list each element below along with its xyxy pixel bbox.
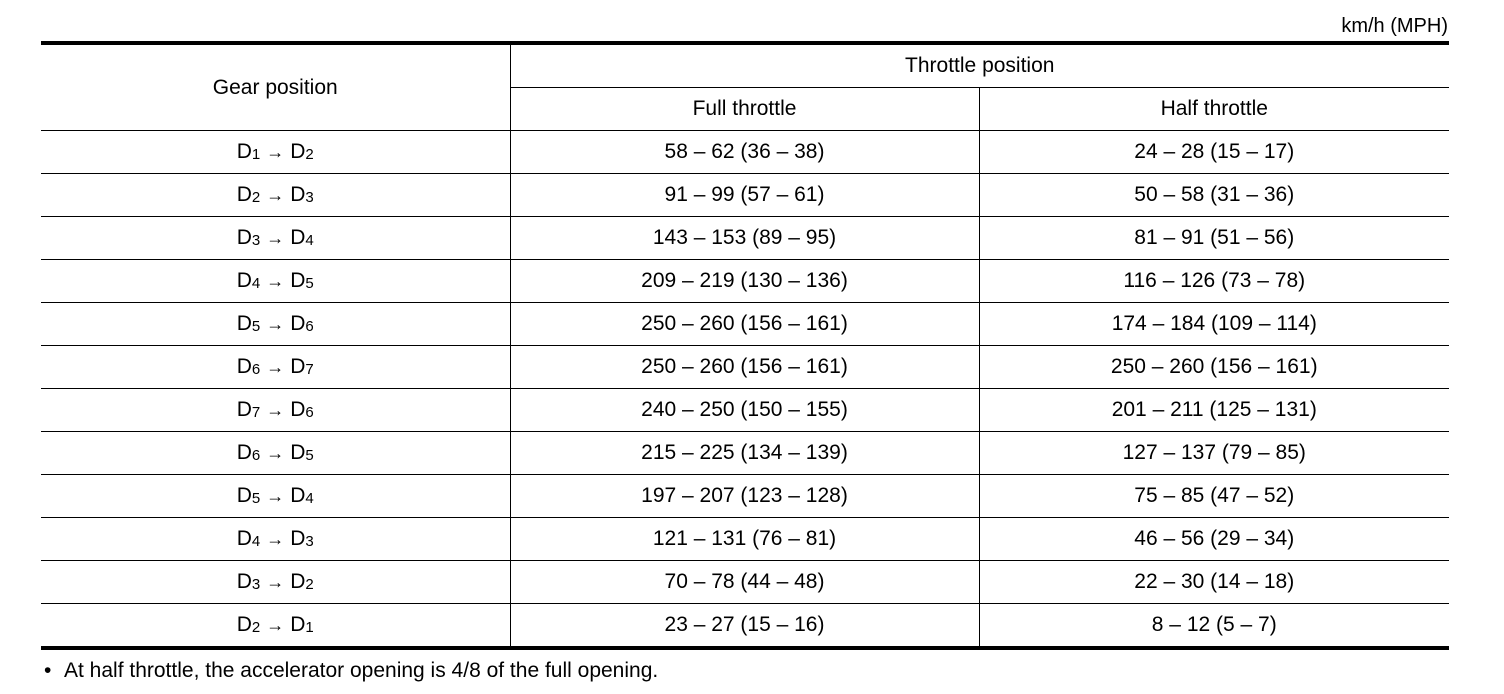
gear-shift-cell <box>41 174 510 217</box>
full-throttle-speed: 143 – 153 (89 – 95) <box>510 217 979 260</box>
gear-to-letter: D <box>290 441 306 464</box>
gear-to-number: 7 <box>305 361 314 378</box>
gear-from-letter: D <box>236 484 252 507</box>
shift-arrow-icon: → <box>266 142 285 162</box>
table-row <box>41 432 1449 475</box>
full-throttle-speed: 121 – 131 (76 – 81) <box>510 518 979 561</box>
half-throttle-speed: 127 – 137 (79 – 85) <box>979 432 1449 475</box>
table-row <box>41 518 1449 561</box>
full-throttle-speed: 250 – 260 (156 – 161) <box>510 346 979 389</box>
header-full-throttle: Full throttle <box>510 88 979 131</box>
gear-shift-cell <box>41 561 510 604</box>
shift-arrow-icon: → <box>266 228 285 248</box>
gear-to-letter: D <box>290 398 306 421</box>
table-header <box>41 43 1449 131</box>
header-throttle-position: Throttle position <box>510 43 1449 88</box>
gear-from-number: 4 <box>251 275 261 292</box>
gear-shift-cell <box>41 303 510 346</box>
gear-shift-cell <box>41 260 510 303</box>
shift-arrow-icon: → <box>266 572 285 592</box>
gear-from-number: 2 <box>251 189 261 206</box>
gear-to-number: 6 <box>305 404 314 421</box>
gear-from-number: 5 <box>251 490 261 507</box>
table-row <box>41 346 1449 389</box>
half-throttle-speed: 46 – 56 (29 – 34) <box>979 518 1449 561</box>
gear-to-letter: D <box>290 527 306 550</box>
half-throttle-speed: 24 – 28 (15 – 17) <box>979 131 1449 174</box>
table-row <box>41 389 1449 432</box>
shift-arrow-icon: → <box>266 271 285 291</box>
gear-shift-cell <box>41 518 510 561</box>
table-row <box>41 131 1449 174</box>
gear-from-letter: D <box>236 441 252 464</box>
gear-from-letter: D <box>236 140 252 163</box>
gear-to-letter: D <box>290 183 306 206</box>
gear-from-letter: D <box>236 398 252 421</box>
gear-to-letter: D <box>290 140 306 163</box>
full-throttle-speed: 58 – 62 (36 – 38) <box>510 131 979 174</box>
gear-to-letter: D <box>290 226 306 249</box>
gear-from-letter: D <box>236 355 252 378</box>
gear-to-letter: D <box>290 613 306 636</box>
unit-note: km/h (MPH) <box>1341 15 1448 37</box>
gear-shift-cell <box>41 432 510 475</box>
gear-from-letter: D <box>236 527 252 550</box>
gear-from-number: 3 <box>251 576 261 593</box>
gear-to-number: 5 <box>305 275 314 292</box>
table-row <box>41 561 1449 604</box>
table-row <box>41 174 1449 217</box>
shift-arrow-icon: → <box>266 529 285 549</box>
half-throttle-speed: 250 – 260 (156 – 161) <box>979 346 1449 389</box>
table-row <box>41 217 1449 260</box>
shift-arrow-icon: → <box>266 400 285 420</box>
gear-from-number: 1 <box>251 146 261 163</box>
full-throttle-speed: 91 – 99 (57 – 61) <box>510 174 979 217</box>
shift-arrow-icon: → <box>266 357 285 377</box>
shift-speed-table <box>41 41 1449 650</box>
shift-arrow-icon: → <box>266 185 285 205</box>
gear-to-number: 5 <box>305 447 314 464</box>
header-gear-position: Gear position <box>41 43 510 131</box>
full-throttle-speed: 23 – 27 (15 – 16) <box>510 604 979 649</box>
shift-arrow-icon: → <box>266 443 285 463</box>
full-throttle-speed: 197 – 207 (123 – 128) <box>510 475 979 518</box>
gear-from-number: 7 <box>251 404 261 421</box>
gear-from-letter: D <box>236 269 252 292</box>
table-row <box>41 475 1449 518</box>
full-throttle-speed: 70 – 78 (44 – 48) <box>510 561 979 604</box>
gear-shift-cell <box>41 346 510 389</box>
gear-from-number: 5 <box>251 318 261 335</box>
gear-from-number: 3 <box>251 232 261 249</box>
gear-to-letter: D <box>290 312 306 335</box>
gear-to-letter: D <box>290 570 306 593</box>
gear-shift-cell <box>41 475 510 518</box>
gear-to-number: 6 <box>305 318 314 335</box>
footnote-text: At half throttle, the accelerator opening is 4/8 of the full opening. <box>64 659 659 682</box>
gear-from-letter: D <box>236 613 252 636</box>
half-throttle-speed: 201 – 211 (125 – 131) <box>979 389 1449 432</box>
gear-from-number: 6 <box>251 447 261 464</box>
gear-from-letter: D <box>236 226 252 249</box>
gear-to-number: 2 <box>305 576 314 593</box>
gear-shift-cell <box>41 389 510 432</box>
half-throttle-speed: 22 – 30 (14 – 18) <box>979 561 1449 604</box>
footnote <box>44 658 658 684</box>
gear-from-letter: D <box>236 312 252 335</box>
half-throttle-speed: 81 – 91 (51 – 56) <box>979 217 1449 260</box>
half-throttle-speed: 174 – 184 (109 – 114) <box>979 303 1449 346</box>
gear-to-number: 4 <box>305 490 314 507</box>
gear-to-letter: D <box>290 484 306 507</box>
gear-from-letter: D <box>236 183 252 206</box>
full-throttle-speed: 240 – 250 (150 – 155) <box>510 389 979 432</box>
gear-from-number: 2 <box>251 619 261 636</box>
half-throttle-speed: 116 – 126 (73 – 78) <box>979 260 1449 303</box>
table-row <box>41 303 1449 346</box>
gear-shift-cell <box>41 604 510 649</box>
half-throttle-speed: 75 – 85 (47 – 52) <box>979 475 1449 518</box>
gear-to-letter: D <box>290 355 306 378</box>
gear-to-number: 3 <box>305 533 314 550</box>
gear-shift-cell <box>41 217 510 260</box>
table-row <box>41 604 1449 649</box>
full-throttle-speed: 209 – 219 (130 – 136) <box>510 260 979 303</box>
shift-arrow-icon: → <box>266 486 285 506</box>
half-throttle-speed: 50 – 58 (31 – 36) <box>979 174 1449 217</box>
gear-shift-cell <box>41 131 510 174</box>
gear-from-number: 4 <box>251 533 261 550</box>
table-body <box>41 131 1449 649</box>
gear-to-number: 3 <box>305 189 314 206</box>
table-row <box>41 260 1449 303</box>
gear-from-letter: D <box>236 570 252 593</box>
full-throttle-speed: 215 – 225 (134 – 139) <box>510 432 979 475</box>
footnote-bullet: • <box>44 659 52 682</box>
shift-arrow-icon: → <box>266 615 285 635</box>
shift-arrow-icon: → <box>266 314 285 334</box>
gear-to-letter: D <box>290 269 306 292</box>
gear-to-number: 4 <box>305 232 314 249</box>
header-half-throttle: Half throttle <box>979 88 1449 131</box>
half-throttle-speed: 8 – 12 (5 – 7) <box>979 604 1449 649</box>
gear-to-number: 1 <box>305 619 314 636</box>
gear-to-number: 2 <box>305 146 314 163</box>
full-throttle-speed: 250 – 260 (156 – 161) <box>510 303 979 346</box>
gear-from-number: 6 <box>251 361 261 378</box>
